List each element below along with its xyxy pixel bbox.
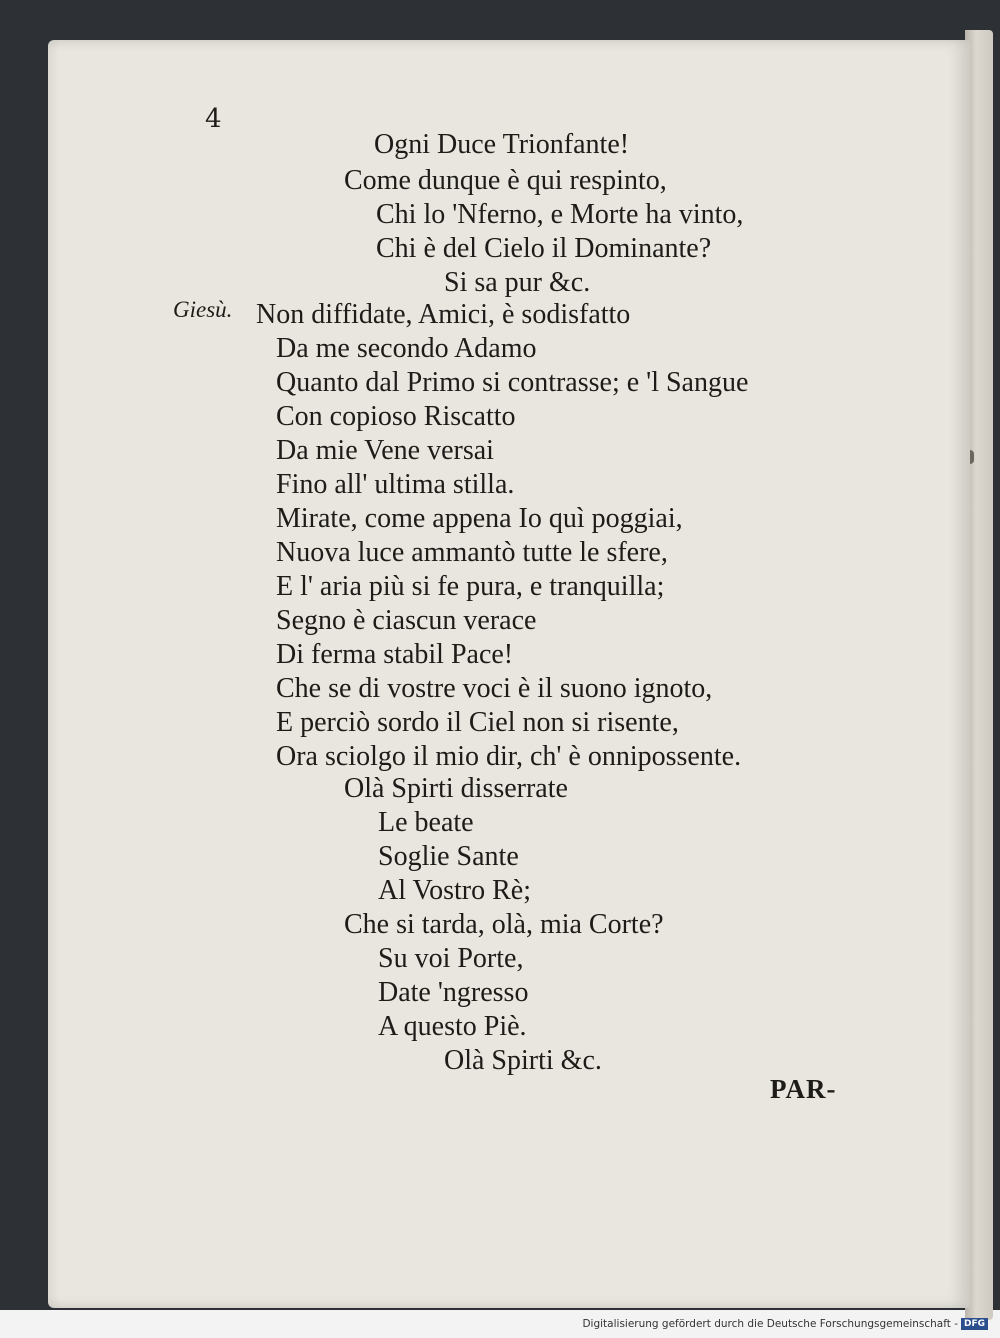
verse-line: Chi lo 'Nferno, e Morte ha vinto,: [376, 199, 744, 230]
verse-line: E perciò sordo il Ciel non si risente,: [276, 707, 679, 738]
verse-line: Come dunque è qui respinto,: [344, 165, 667, 196]
funding-footer: [582, 1318, 988, 1330]
verse-line: Soglie Sante: [378, 841, 519, 872]
page-number: 4: [205, 104, 222, 134]
verse-line: Che si tarda, olà, mia Corte?: [344, 909, 664, 940]
footer-text: Digitalisierung gefördert durch die Deutsche Forschungsgemeinschaft -: [582, 1318, 958, 1330]
verse-line: A questo Piè.: [378, 1011, 527, 1042]
verse-line: Ora sciolgo il mio dir, ch' è onnipossente.: [276, 741, 742, 772]
verse-line: Da mie Vene versai: [276, 435, 494, 466]
verse-line: Date 'ngresso: [378, 977, 529, 1008]
catchword: PAR-: [770, 1074, 837, 1104]
verse-line: Olà Spirti disserrate: [344, 773, 568, 804]
verse-line: Le beate: [378, 807, 474, 838]
verse-line: Che se di vostre voci è il suono ignoto,: [276, 673, 713, 704]
verse-line: E l' aria più si fe pura, e tranquilla;: [276, 571, 665, 602]
verse-line: Non diffidate, Amici, è sodisfatto: [256, 299, 631, 330]
verse-line: Mirate, come appena Io quì poggiai,: [276, 503, 683, 534]
verse-line: Con copioso Riscatto: [276, 401, 516, 432]
verse-line: Fino all' ultima stilla.: [276, 469, 515, 500]
verse-line: Chi è del Cielo il Dominante?: [376, 233, 712, 264]
verse-line: Di ferma stabil Pace!: [276, 639, 514, 670]
verse-line: Su voi Porte,: [378, 943, 524, 974]
verse-line: Segno è ciascun verace: [276, 605, 537, 636]
verse-line: Nuova luce ammantò tutte le sfere,: [276, 537, 668, 568]
speaker-name: Giesù.: [173, 297, 233, 322]
verse-line: Al Vostro Rè;: [378, 875, 531, 906]
verse-line: Si sa pur &c.: [444, 267, 591, 298]
verse-line: Quanto dal Primo si contrasse; e 'l Sangue: [276, 367, 749, 398]
dfg-logo-icon: DFG: [961, 1318, 988, 1330]
verse-line: Da me secondo Adamo: [276, 333, 537, 364]
verse-line: Olà Spirti &c.: [444, 1045, 602, 1076]
verse-line: Ogni Duce Trionfante!: [374, 129, 630, 160]
